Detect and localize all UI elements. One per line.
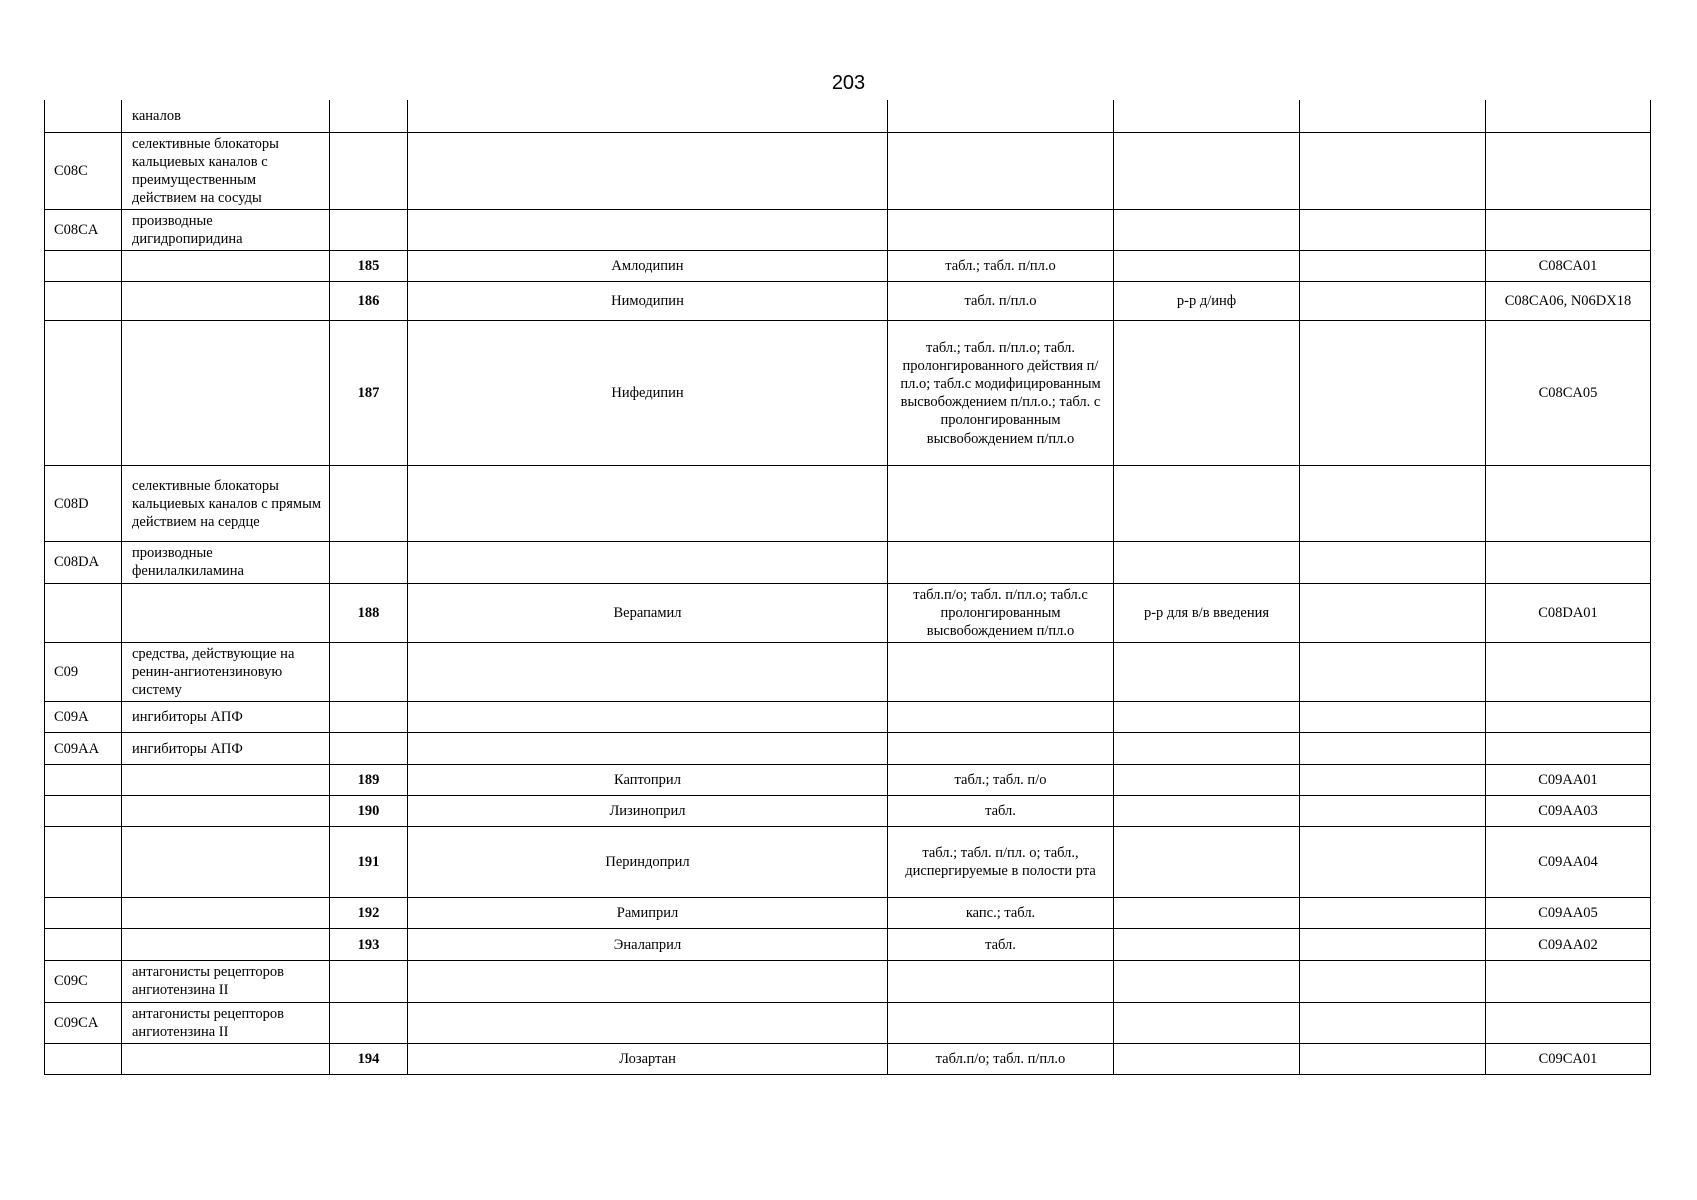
extra-cell: [1300, 321, 1486, 466]
group-name-cell: [122, 765, 330, 796]
drug-atc-code-cell: [1486, 642, 1651, 701]
item-number-cell: 188: [330, 583, 408, 642]
extra-cell: [1300, 929, 1486, 961]
drug-name-cell: Рамиприл: [408, 898, 888, 929]
atc-code-cell: [45, 100, 122, 132]
extra-cell: [1300, 132, 1486, 210]
atc-code-cell: [45, 765, 122, 796]
item-number-cell: [330, 1002, 408, 1043]
drug-atc-code-cell: C09AA02: [1486, 929, 1651, 961]
group-name-cell: селективные блокаторы кальциевых каналов с прямым действием на сердце: [122, 466, 330, 542]
item-number-cell: 193: [330, 929, 408, 961]
drug-atc-code-cell: [1486, 466, 1651, 542]
drug-atc-code-cell: C08CA05: [1486, 321, 1651, 466]
injection-form-cell: [1114, 100, 1300, 132]
atc-code-cell: [45, 282, 122, 321]
extra-cell: [1300, 100, 1486, 132]
table-row: [45, 1043, 1651, 1074]
dosage-form-cell: капс.; табл.: [888, 898, 1114, 929]
atc-code-cell: C08CA: [45, 210, 122, 251]
item-number-cell: 187: [330, 321, 408, 466]
item-number-cell: [330, 642, 408, 701]
drug-name-cell: Верапамил: [408, 583, 888, 642]
dosage-form-cell: [888, 1002, 1114, 1043]
table-row: [45, 251, 1651, 282]
atc-code-cell: C09C: [45, 961, 122, 1002]
drug-atc-code-cell: [1486, 542, 1651, 583]
atc-code-cell: C08D: [45, 466, 122, 542]
drug-name-cell: [408, 466, 888, 542]
item-number-cell: 189: [330, 765, 408, 796]
group-name-cell: ингибиторы АПФ: [122, 733, 330, 765]
table-row: [45, 321, 1651, 466]
group-name-cell: [122, 251, 330, 282]
dosage-form-cell: [888, 466, 1114, 542]
injection-form-cell: [1114, 796, 1300, 827]
injection-form-cell: [1114, 827, 1300, 898]
group-name-cell: производные фенилалкиламина: [122, 542, 330, 583]
group-name-cell: производные дигидропиридина: [122, 210, 330, 251]
injection-form-cell: [1114, 961, 1300, 1002]
drug-atc-code-cell: [1486, 132, 1651, 210]
injection-form-cell: р-р для в/в введения: [1114, 583, 1300, 642]
table-row: [45, 765, 1651, 796]
drug-name-cell: Лозартан: [408, 1043, 888, 1074]
atc-code-cell: C08DA: [45, 542, 122, 583]
injection-form-cell: [1114, 1043, 1300, 1074]
dosage-form-cell: [888, 702, 1114, 733]
extra-cell: [1300, 542, 1486, 583]
item-number-cell: [330, 132, 408, 210]
dosage-form-cell: [888, 733, 1114, 765]
extra-cell: [1300, 765, 1486, 796]
injection-form-cell: [1114, 542, 1300, 583]
dosage-form-cell: табл.; табл. п/пл.о: [888, 251, 1114, 282]
group-name-cell: [122, 898, 330, 929]
dosage-form-cell: [888, 961, 1114, 1002]
group-name-cell: ингибиторы АПФ: [122, 702, 330, 733]
drug-name-cell: [408, 733, 888, 765]
atc-code-cell: [45, 827, 122, 898]
group-name-cell: средства, действующие на ренин-ангиотензиновую систему: [122, 642, 330, 701]
atc-code-cell: [45, 321, 122, 466]
group-name-cell: антагонисты рецепторов ангиотензина II: [122, 1002, 330, 1043]
extra-cell: [1300, 282, 1486, 321]
drug-table: [44, 100, 1651, 1075]
item-number-cell: 191: [330, 827, 408, 898]
item-number-cell: 185: [330, 251, 408, 282]
injection-form-cell: [1114, 765, 1300, 796]
dosage-form-cell: [888, 132, 1114, 210]
item-number-cell: [330, 961, 408, 1002]
page-number: 203: [831, 72, 866, 94]
injection-form-cell: [1114, 1002, 1300, 1043]
drug-name-cell: Нимодипин: [408, 282, 888, 321]
dosage-form-cell: табл.; табл. п/о: [888, 765, 1114, 796]
atc-code-cell: [45, 1043, 122, 1074]
table-row: [45, 898, 1651, 929]
atc-code-cell: [45, 929, 122, 961]
atc-code-cell: [45, 583, 122, 642]
dosage-form-cell: табл.; табл. п/пл. о; табл., диспергируемые в полости рта: [888, 827, 1114, 898]
injection-form-cell: [1114, 898, 1300, 929]
drug-name-cell: Периндоприл: [408, 827, 888, 898]
extra-cell: [1300, 251, 1486, 282]
drug-name-cell: Нифедипин: [408, 321, 888, 466]
injection-form-cell: [1114, 929, 1300, 961]
group-name-cell: [122, 796, 330, 827]
drug-atc-code-cell: C09AA03: [1486, 796, 1651, 827]
item-number-cell: [330, 702, 408, 733]
table-row: [45, 466, 1651, 542]
table-row: [45, 132, 1651, 210]
atc-code-cell: C08C: [45, 132, 122, 210]
table-row: [45, 642, 1651, 701]
item-number-cell: [330, 542, 408, 583]
drug-name-cell: [408, 210, 888, 251]
dosage-form-cell: табл.п/о; табл. п/пл.о; табл.с пролонгированным высвобождением п/пл.о: [888, 583, 1114, 642]
drug-atc-code-cell: [1486, 702, 1651, 733]
injection-form-cell: [1114, 466, 1300, 542]
dosage-form-cell: табл. п/пл.о: [888, 282, 1114, 321]
group-name-cell: [122, 282, 330, 321]
injection-form-cell: [1114, 702, 1300, 733]
extra-cell: [1300, 827, 1486, 898]
item-number-cell: [330, 733, 408, 765]
drug-name-cell: [408, 132, 888, 210]
group-name-cell: [122, 1043, 330, 1074]
dosage-form-cell: табл.: [888, 929, 1114, 961]
injection-form-cell: [1114, 733, 1300, 765]
group-name-cell: [122, 929, 330, 961]
dosage-form-cell: [888, 210, 1114, 251]
drug-atc-code-cell: [1486, 210, 1651, 251]
table-row: [45, 210, 1651, 251]
drug-atc-code-cell: C08CA01: [1486, 251, 1651, 282]
extra-cell: [1300, 961, 1486, 1002]
drug-atc-code-cell: [1486, 1002, 1651, 1043]
injection-form-cell: [1114, 132, 1300, 210]
drug-name-cell: Лизиноприл: [408, 796, 888, 827]
table-row: [45, 733, 1651, 765]
extra-cell: [1300, 466, 1486, 542]
extra-cell: [1300, 583, 1486, 642]
drug-name-cell: [408, 961, 888, 1002]
drug-atc-code-cell: C09AA04: [1486, 827, 1651, 898]
injection-form-cell: [1114, 642, 1300, 701]
atc-code-cell: C09A: [45, 702, 122, 733]
drug-atc-code-cell: C09CA01: [1486, 1043, 1651, 1074]
group-name-cell: антагонисты рецепторов ангиотензина II: [122, 961, 330, 1002]
dosage-form-cell: [888, 100, 1114, 132]
table-row: [45, 100, 1651, 132]
drug-atc-code-cell: [1486, 733, 1651, 765]
extra-cell: [1300, 1002, 1486, 1043]
atc-code-cell: [45, 796, 122, 827]
dosage-form-cell: табл.; табл. п/пл.о; табл. пролонгированного действия п/пл.о; табл.с модифицированным высвобождением п/пл.о.; табл. с пролонгированным высвобождением п/пл.о: [888, 321, 1114, 466]
extra-cell: [1300, 1043, 1486, 1074]
drug-atc-code-cell: C08DA01: [1486, 583, 1651, 642]
injection-form-cell: [1114, 251, 1300, 282]
extra-cell: [1300, 702, 1486, 733]
group-name-cell: каналов: [122, 100, 330, 132]
drug-name-cell: [408, 100, 888, 132]
atc-code-cell: C09: [45, 642, 122, 701]
item-number-cell: 192: [330, 898, 408, 929]
atc-code-cell: C09AA: [45, 733, 122, 765]
table-row: [45, 583, 1651, 642]
injection-form-cell: р-р д/инф: [1114, 282, 1300, 321]
drug-atc-code-cell: C09AA05: [1486, 898, 1651, 929]
table-row: [45, 961, 1651, 1002]
drug-name-cell: [408, 542, 888, 583]
drug-atc-code-cell: [1486, 961, 1651, 1002]
drug-name-cell: [408, 642, 888, 701]
atc-code-cell: [45, 251, 122, 282]
item-number-cell: [330, 100, 408, 132]
table-row: [45, 827, 1651, 898]
atc-code-cell: C09CA: [45, 1002, 122, 1043]
item-number-cell: 190: [330, 796, 408, 827]
atc-code-cell: [45, 898, 122, 929]
injection-form-cell: [1114, 210, 1300, 251]
extra-cell: [1300, 796, 1486, 827]
injection-form-cell: [1114, 321, 1300, 466]
item-number-cell: 186: [330, 282, 408, 321]
table-row: [45, 282, 1651, 321]
dosage-form-cell: табл.п/о; табл. п/пл.о: [888, 1043, 1114, 1074]
item-number-cell: [330, 466, 408, 542]
extra-cell: [1300, 642, 1486, 701]
drug-name-cell: [408, 702, 888, 733]
group-name-cell: [122, 827, 330, 898]
table-row: [45, 796, 1651, 827]
drug-atc-code-cell: C09AA01: [1486, 765, 1651, 796]
drug-name-cell: Эналаприл: [408, 929, 888, 961]
item-number-cell: [330, 210, 408, 251]
dosage-form-cell: [888, 642, 1114, 701]
item-number-cell: 194: [330, 1043, 408, 1074]
table-row: [45, 1002, 1651, 1043]
drug-name-cell: Амлодипин: [408, 251, 888, 282]
drug-atc-code-cell: C08CA06, N06DX18: [1486, 282, 1651, 321]
drug-atc-code-cell: [1486, 100, 1651, 132]
extra-cell: [1300, 898, 1486, 929]
table-row: [45, 929, 1651, 961]
dosage-form-cell: [888, 542, 1114, 583]
group-name-cell: [122, 321, 330, 466]
extra-cell: [1300, 210, 1486, 251]
drug-name-cell: [408, 1002, 888, 1043]
drug-name-cell: Каптоприл: [408, 765, 888, 796]
table-row: [45, 702, 1651, 733]
table-row: [45, 542, 1651, 583]
group-name-cell: [122, 583, 330, 642]
dosage-form-cell: табл.: [888, 796, 1114, 827]
table-body: [45, 100, 1651, 1074]
extra-cell: [1300, 733, 1486, 765]
group-name-cell: селективные блокаторы кальциевых каналов с преимущественным действием на сосуды: [122, 132, 330, 210]
